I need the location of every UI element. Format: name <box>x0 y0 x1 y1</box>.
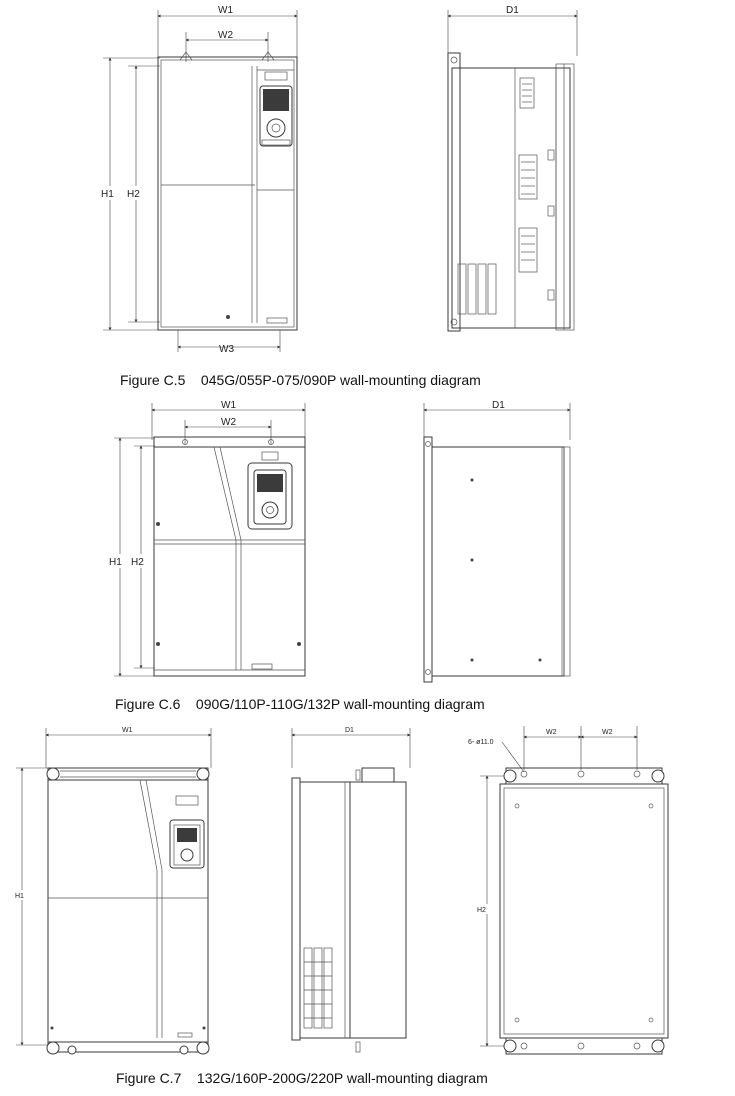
figure-c5-front-view <box>100 5 297 355</box>
dim-label-h1: H1 <box>101 189 114 200</box>
figure-c6-side-view <box>424 400 570 682</box>
side-body-outline <box>452 68 570 328</box>
dim-label-h2: H2 <box>127 189 140 200</box>
top-rail <box>154 437 305 447</box>
dim-label-w2: W2 <box>218 30 233 41</box>
dim-label-w2-right: W2 <box>602 729 613 736</box>
hole-callout-label: 6- ø11.0 <box>468 739 494 746</box>
dim-label-w2: W2 <box>221 417 236 428</box>
back-plate-outline <box>500 784 668 1038</box>
dim-label-d1: D1 <box>345 727 354 734</box>
dim-label-h1: H1 <box>109 557 122 568</box>
dim-label-h2: H2 <box>131 557 144 568</box>
figure-c6-caption: Figure C.6 090G/110P-110G/132P wall-mounting diagram <box>115 696 485 712</box>
dim-label-w1: W1 <box>122 727 133 734</box>
figure-c7-front-view <box>15 727 211 1054</box>
dim-label-w1: W1 <box>218 5 233 16</box>
dim-label-d1: D1 <box>506 5 519 16</box>
dim-label-w3: W3 <box>219 344 234 355</box>
figure-c6-front-view <box>108 400 305 676</box>
figure-c7-caption: Figure C.7 132G/160P-200G/220P wall-mounting diagram <box>116 1070 488 1086</box>
keypad-panel <box>248 463 292 529</box>
dim-label-d1: D1 <box>492 400 505 411</box>
side-body-outline <box>432 447 564 676</box>
drive-body-outline <box>48 780 208 1042</box>
dim-label-h1: H1 <box>15 893 24 900</box>
figure-c7-side-view <box>292 727 410 1052</box>
figure-c5-caption: Figure C.5 045G/055P-075/090P wall-mounting diagram <box>120 372 481 388</box>
figure-c7-back-view <box>468 726 668 1054</box>
dim-label-h2: H2 <box>477 907 486 914</box>
side-body-outline <box>300 782 350 1038</box>
figure-c5-side-view <box>448 5 577 331</box>
dim-label-w2-left: W2 <box>546 729 557 736</box>
dim-label-w1: W1 <box>221 400 236 411</box>
